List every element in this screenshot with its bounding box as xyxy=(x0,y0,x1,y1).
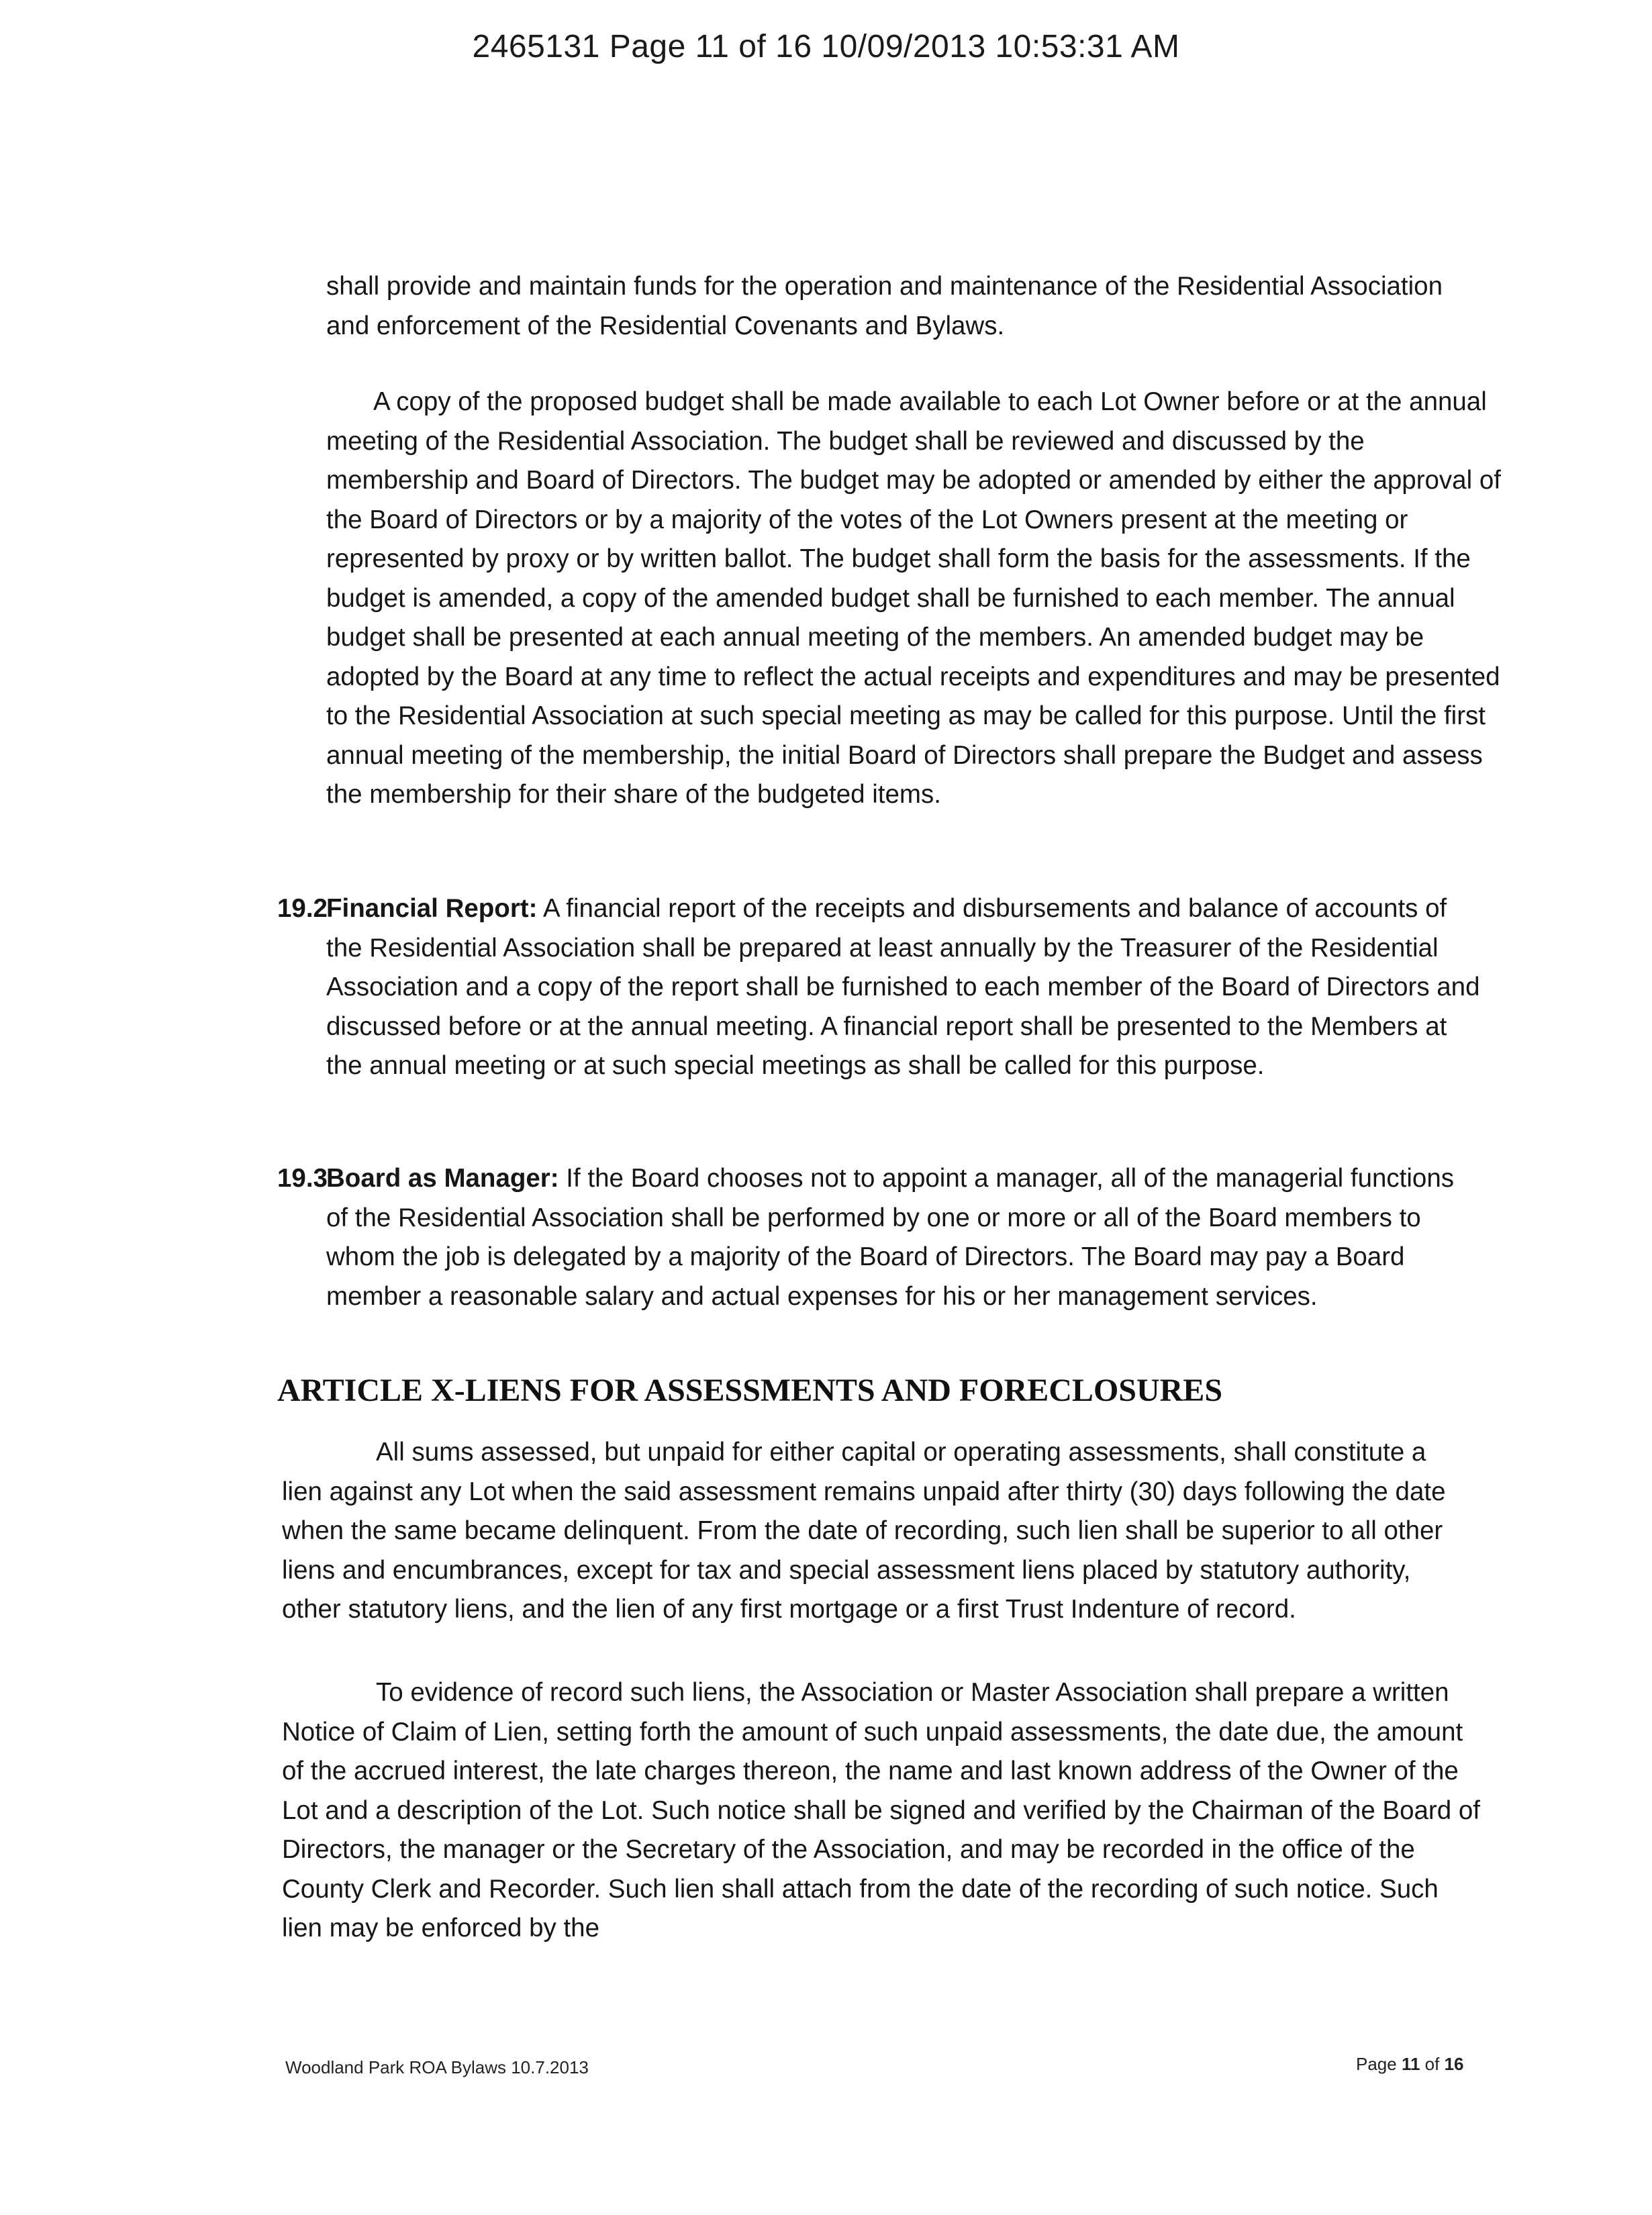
paragraph-notice-of-lien: To evidence of record such liens, the Association or Master Association shall prepare a written Notice of Claim of Lien, setting forth the amount of such unpaid assessments, the date due, the amount of the accrued interest, the late charges thereon, the name and last known address of the Owner of the Lot and a description of the Lot. Such notice shall be signed and verified by the Chairman of the Board of Directors, the manager or the Secretary of the Association, and may be recorded in the office of the County Clerk and Recorder. Such lien shall attach from the date of the recording of such notice. Such lien may be enforced by the xyxy=(282,1678,1480,1942)
page-total: 16 xyxy=(1444,2054,1464,2074)
section-text: If the Board chooses not to appoint a manager, all of the managerial functions of the Residential Association shall be performed by one or more or all of the Board members to whom the job is delegated by a majority of the Board of Directors. The Board may pay a Board member a reasonable salary and actual expenses for his or her management services. xyxy=(326,1164,1454,1311)
footer-document-name: Woodland Park ROA Bylaws 10.7.2013 xyxy=(285,2057,589,2077)
paragraph-intro-continuation: shall provide and maintain funds for the operation and maintenance of the Residential Association and enforcement of the Residential Covenants and Bylaws. xyxy=(326,272,1443,340)
fax-transmission-header: 2465131 Page 11 of 16 10/09/2013 10:53:31 AM xyxy=(472,29,1180,64)
section-text: A financial report of the receipts and disbursements and balance of accounts of the Residential Association shall be prepared at least annually by the Treasurer of the Residential Association and a copy of the report shall be furnished to each member of the Board of Directors and discussed before or at the annual meeting. A financial report shall be presented to the Members at the annual meeting or at such special meetings as shall be called for this purpose. xyxy=(326,894,1480,1080)
paragraph-liens: All sums assessed, but unpaid for either capital or operating assessments, shall constitute a lien against any Lot when the said assessment remains unpaid after thirty (30) days following the date when the same became delinquent. From the date of recording, such lien shall be superior to all other liens and encumbrances, except for tax and special assessment liens placed by statutory authority, other statutory liens, and the lien of any first mortgage or a first Trust Indenture of record. xyxy=(282,1438,1446,1624)
page-current: 11 xyxy=(1401,2054,1420,2074)
article-title: ARTICLE X-LIENS FOR ASSESSMENTS AND FORECLOSURES xyxy=(277,1373,1223,1408)
page-prefix: Page xyxy=(1356,2054,1402,2074)
section-body xyxy=(326,889,1481,1086)
paragraph-budget: A copy of the proposed budget shall be made available to each Lot Owner before or at the annual meeting of the Residential Association. The budget shall be reviewed and discussed by the membership and Board of Directors. The budget may be adopted or amended by either the approval of the Board of Directors or by a majority of the votes of the Lot Owners present at the meeting or represented by proxy or by written ballot. The budget shall form the basis for the assessments. If the budget is amended, a copy of the amended budget shall be furnished to each member. The annual budget shall be presented at each annual meeting of the members. An amended budget may be adopted by the Board at any time to reflect the actual receipts and expenditures and may be presented to the Residential Association at such special meeting as may be called for this purpose. Until the first annual meeting of the membership, the initial Board of Directors shall prepare the Budget and assess the membership for their share of the budgeted items. xyxy=(326,387,1501,809)
section-number: 19.2 xyxy=(277,894,328,923)
page-middle: of xyxy=(1420,2054,1445,2074)
section-heading: Financial Report: xyxy=(326,894,538,923)
section-number: 19.3 xyxy=(277,1164,328,1193)
footer-page-number xyxy=(1356,2054,1464,2075)
section-body xyxy=(326,1159,1481,1316)
section-heading: Board as Manager: xyxy=(326,1164,559,1193)
